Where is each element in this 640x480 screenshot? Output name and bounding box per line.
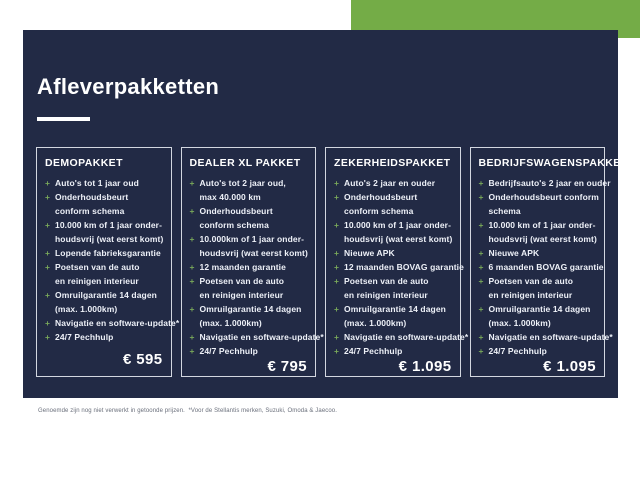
plus-bullet-icon: + [478,304,484,314]
feature-text: 24/7 Pechhulp [199,346,258,356]
package-name: ZEKERHEIDSPAKKET [334,157,451,169]
feature-item [334,246,452,260]
feature-list [478,176,613,358]
feature-item [45,316,180,330]
package-name: DEMOPAKKET [45,157,123,169]
feature-item [478,176,611,190]
feature-list [189,176,324,358]
feature-text: 6 maanden BOVAG garantie [488,262,604,272]
feature-item [45,260,163,288]
feature-text: 10.000 km of 1 jaar onder- houdsvrij (wat eerst komt) [55,220,164,244]
plus-bullet-icon: + [478,178,484,188]
slide-background [23,30,628,398]
package-price: € 795 [267,358,307,375]
plus-bullet-icon: + [334,276,340,286]
feature-item [190,302,308,330]
plus-bullet-icon: + [478,346,484,356]
plus-bullet-icon: + [478,276,484,286]
feature-item [45,176,163,190]
plus-bullet-icon: + [334,192,340,202]
title-underline [37,117,90,121]
feature-text: Lopende fabrieksgarantie [55,248,161,258]
package-cards [36,147,628,377]
feature-item [334,274,452,302]
feature-item [190,260,308,274]
feature-item [478,330,613,344]
feature-item [479,190,597,218]
feature-item [190,344,308,358]
feature-item [479,344,597,358]
feature-item [478,260,604,274]
feature-text: 12 maanden garantie [199,262,286,272]
feature-item [45,246,163,260]
plus-bullet-icon: + [189,206,195,216]
plus-bullet-icon: + [189,178,195,188]
feature-text: Bedrijfsauto's 2 jaar en ouder [488,178,611,188]
feature-list [45,176,180,351]
plus-bullet-icon: + [478,332,484,342]
feature-text: Auto's tot 1 jaar oud [55,178,139,188]
plus-bullet-icon: + [478,262,484,272]
feature-item [479,246,597,260]
feature-text: Onderhoudsbeurt conform schema [488,192,599,216]
feature-text: Navigatie en software-update* [488,332,613,342]
feature-text: Navigatie en software-update* [55,318,180,328]
plus-bullet-icon: + [189,262,195,272]
package-price: € 1.095 [398,358,452,375]
feature-text: Omruilgarantie 14 dagen (max. 1.000km) [488,304,591,328]
package-card [325,147,469,377]
package-name: BEDRIJFSWAGENSPAKKET [478,157,628,169]
plus-bullet-icon: + [334,332,340,342]
feature-text: Poetsen van de auto en reinigen interieur [488,276,574,300]
feature-item [334,176,452,190]
plus-bullet-icon: + [45,248,51,258]
plus-bullet-icon: + [45,178,51,188]
feature-text: Nieuwe APK [344,248,395,258]
feature-item [45,218,163,246]
package-card [36,147,180,377]
feature-text: 24/7 Pechhulp [488,346,547,356]
plus-bullet-icon: + [189,234,195,244]
feature-text: Navigatie en software-update* [199,332,324,342]
plus-bullet-icon: + [334,220,340,230]
feature-item [190,204,308,232]
feature-item [479,274,597,302]
feature-item [334,218,452,246]
feature-item [334,190,452,218]
package-card [181,147,324,377]
feature-item [190,176,308,204]
feature-list [334,176,469,358]
plus-bullet-icon: + [334,346,340,356]
feature-text: 10.000km of 1 jaar onder- houdsvrij (wat eerst komt) [199,234,308,258]
plus-bullet-icon: + [478,220,484,230]
feature-text: 10.000 km of 1 jaar onder- houdsvrij (wat eerst komt) [344,220,453,244]
package-price: € 1.095 [543,358,596,375]
feature-item [45,288,163,316]
feature-text: Poetsen van de auto en reinigen interieur [199,276,285,300]
feature-item [479,302,597,330]
plus-bullet-icon: + [45,220,51,230]
feature-text: Onderhoudsbeurt conform schema [55,192,129,216]
feature-text: Poetsen van de auto en reinigen interieur [55,262,140,286]
feature-item [189,330,324,344]
plus-bullet-icon: + [45,192,51,202]
plus-bullet-icon: + [189,304,195,314]
feature-text: Onderhoudsbeurt conform schema [344,192,418,216]
plus-bullet-icon: + [45,332,51,342]
plus-bullet-icon: + [334,178,340,188]
feature-item [45,190,163,218]
feature-text: Omruilgarantie 14 dagen (max. 1.000km) [55,290,157,314]
feature-text: Omruilgarantie 14 dagen (max. 1.000km) [199,304,302,328]
package-price: € 595 [122,351,163,368]
feature-item [334,302,452,330]
package-card [470,147,628,377]
feature-text: 10.000 km of 1 jaar onder- houdsvrij (wat eerst komt) [488,220,597,244]
plus-bullet-icon: + [334,262,340,272]
feature-text: 24/7 Pechhulp [55,332,114,342]
package-name: DEALER XL PAKKET [189,157,301,169]
feature-text: Omruilgarantie 14 dagen (max. 1.000km) [344,304,446,328]
feature-item [45,330,163,344]
plus-bullet-icon: + [189,346,195,356]
footnote: Genoemde zijn nog niet verwerkt in getoonde prijzen. *Voor de Stellantis merken, Suzuki, Omoda & Jaecoo. [38,408,337,414]
plus-bullet-icon: + [45,262,51,272]
feature-text: Nieuwe APK [488,248,540,258]
feature-text: Navigatie en software-update* [344,332,469,342]
feature-text: Auto's 2 jaar en ouder [344,178,436,188]
feature-item [190,274,308,302]
feature-text: Auto's tot 2 jaar oud, max 40.000 km [199,178,286,202]
feature-item [334,330,469,344]
feature-text: Onderhoudsbeurt conform schema [199,206,273,230]
plus-bullet-icon: + [478,248,484,258]
plus-bullet-icon: + [478,192,484,202]
feature-text: 24/7 Pechhulp [344,346,403,356]
plus-bullet-icon: + [334,304,340,314]
feature-text: Poetsen van de auto en reinigen interieur [344,276,429,300]
plus-bullet-icon: + [45,290,51,300]
feature-item [479,218,597,246]
feature-item [334,260,464,274]
plus-bullet-icon: + [189,276,195,286]
plus-bullet-icon: + [45,318,51,328]
slide-title: Afleverpakketten [37,74,220,99]
feature-item [334,344,452,358]
plus-bullet-icon: + [189,332,195,342]
plus-bullet-icon: + [334,248,340,258]
feature-text: 12 maanden BOVAG garantie [344,262,464,272]
feature-item [190,232,308,260]
